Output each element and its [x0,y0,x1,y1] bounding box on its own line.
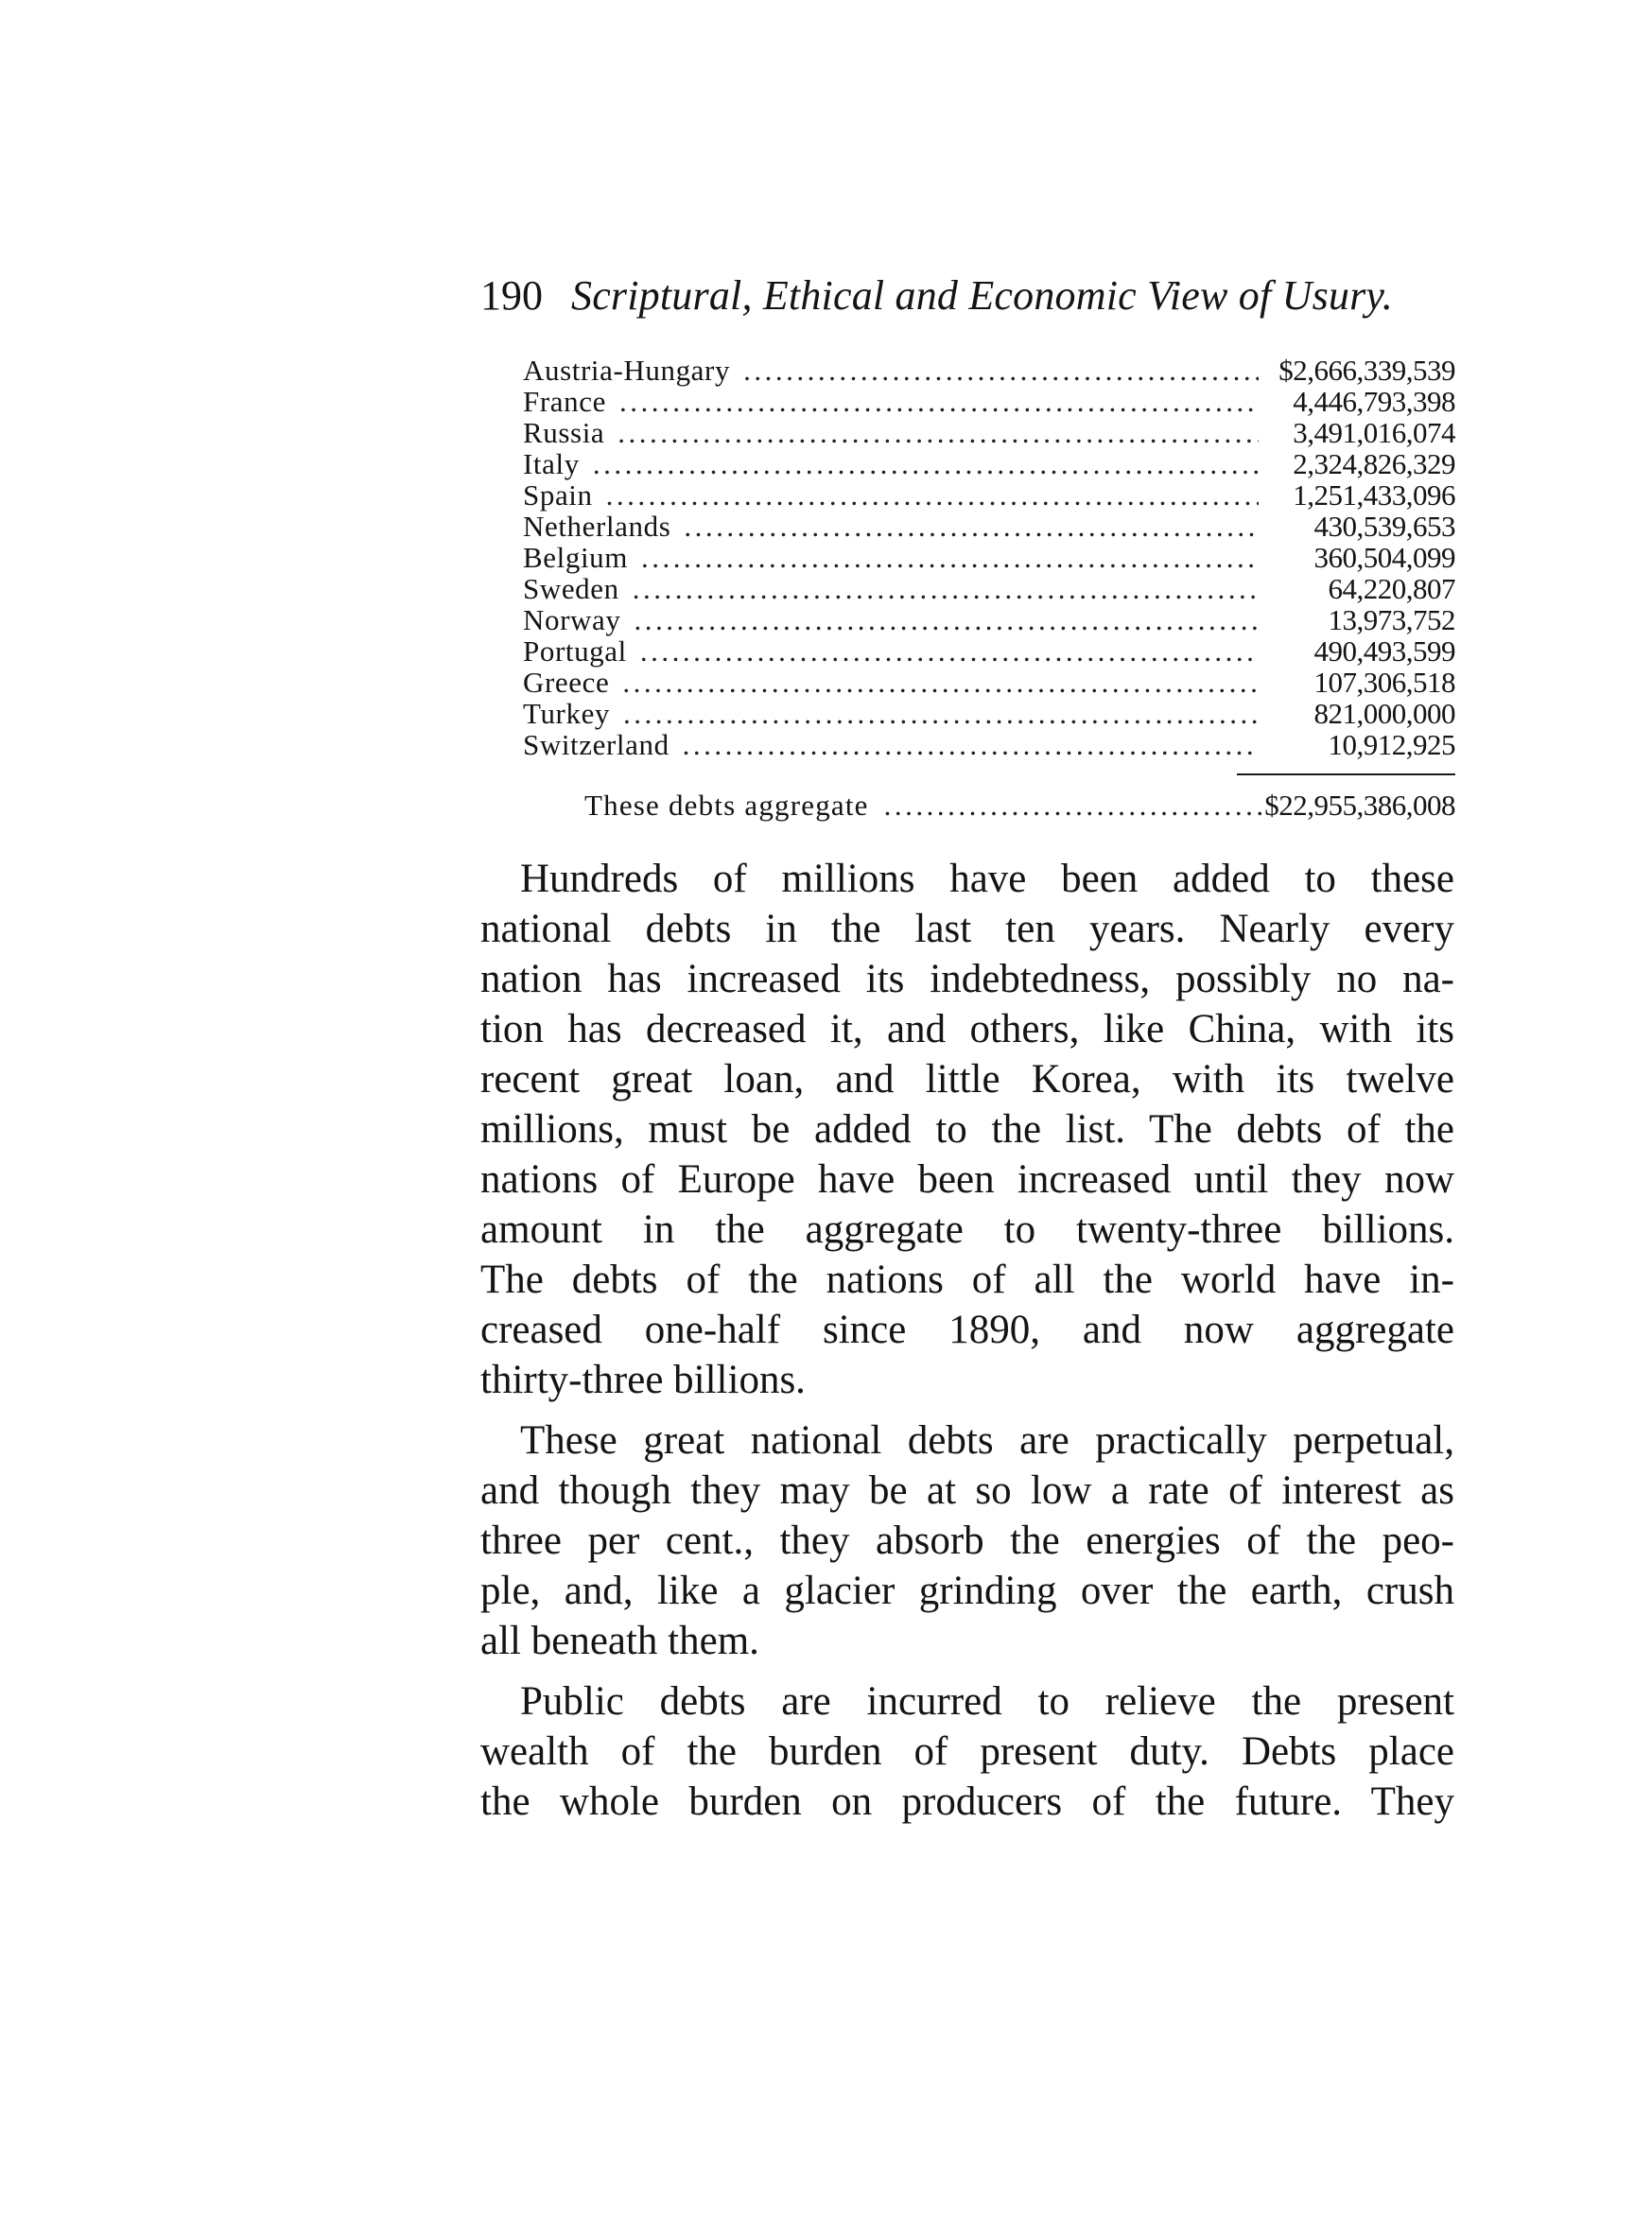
country-name: Sweden [523,572,619,605]
country-name: Turkey [523,697,611,730]
country-name: Austria-Hungary [523,354,731,387]
page-number: 190 [480,272,543,319]
dot-leader [633,573,1259,604]
paragraph [480,1415,1454,1666]
debt-amount: 490,493,599 [1313,634,1455,668]
country-name: Italy [523,447,580,480]
text-line: thirty-three billions. [480,1358,806,1402]
text-line: all beneath them. [480,1619,759,1663]
text-line: and though they may be at so low a rate of interest as [480,1468,1454,1513]
text-line: recent great loan, and little Korea, with its twelve [480,1057,1454,1102]
paragraph-gap [480,1666,1454,1676]
debt-amount: 360,504,099 [1313,541,1455,574]
dot-leader [640,635,1259,667]
text-line: Hundreds of millions have been added to these [520,857,1454,901]
dot-leader [606,479,1259,511]
text-line: wealth of the burden of present duty. Debts place [480,1729,1454,1774]
table-row [523,604,1455,635]
book-title: Scriptural, Ethical and Economic View of Usury. [571,272,1393,319]
debt-amount: $2,666,339,539 [1278,354,1455,387]
paragraph-gap [480,1405,1454,1415]
body-text [480,854,1454,1827]
debt-amount: 3,491,016,074 [1293,416,1455,449]
text-line: millions, must be added to the list. The debts of the [480,1107,1454,1152]
dot-leader [743,355,1259,386]
table-row [523,355,1455,386]
table-row [523,448,1455,479]
table-row [523,667,1455,698]
debt-amount: 430,539,653 [1313,510,1455,543]
text-line: ple, and, like a glacier grinding over the earth, crush [480,1569,1454,1613]
dot-leader [641,542,1259,573]
text-line: nation has increased its indebtedness, possibly no na- [480,957,1454,1001]
country-name: Norway [523,603,621,636]
dot-leader [884,790,1265,822]
country-name: Belgium [523,541,628,574]
country-name: Switzerland [523,728,669,761]
table-row [523,698,1455,729]
country-name: Spain [523,478,593,512]
debt-amount: 4,446,793,398 [1293,385,1455,418]
table-row [523,511,1455,542]
text-line: nations of Europe have been increased until they now [480,1157,1454,1202]
text-line: tion has decreased it, and others, like China, with its [480,1007,1454,1051]
table-row [523,729,1455,760]
dot-leader [683,729,1259,760]
total-row [584,790,1455,822]
text-line: Public debts are incurred to relieve the present [520,1679,1454,1724]
text-line: These great national debts are practically perpetual, [520,1418,1454,1463]
text-line: amount in the aggregate to twenty-three billions. [480,1207,1454,1252]
dot-leader [619,386,1259,417]
debt-amount: 10,912,925 [1328,728,1455,761]
country-name: Netherlands [523,510,671,543]
debt-amount: 107,306,518 [1313,666,1455,699]
debt-amount: 13,973,752 [1328,603,1455,636]
debt-amount: 64,220,807 [1328,572,1455,605]
debt-amount: 1,251,433,096 [1293,478,1455,512]
table-row [523,542,1455,573]
debt-amount: 821,000,000 [1313,697,1455,730]
paragraph [480,1676,1454,1827]
text-line: creased one-half since 1890, and now aggregate [480,1308,1454,1352]
dot-leader [634,604,1259,635]
text-line: national debts in the last ten years. Nearly every [480,907,1454,951]
paragraph [480,854,1454,1405]
table-row [523,635,1455,667]
national-debts-table [523,355,1455,760]
dot-leader [623,698,1259,729]
table-row [523,573,1455,604]
total-label: These debts aggregate [584,789,869,822]
debt-amount: 2,324,826,329 [1293,447,1455,480]
running-head [480,268,1454,324]
country-name: Greece [523,666,610,699]
table-row [523,479,1455,511]
text-line: The debts of the nations of all the world have in- [480,1258,1454,1302]
table-row [523,386,1455,417]
text-line: the whole burden on producers of the future. They [480,1779,1454,1824]
country-name: Portugal [523,634,627,668]
table-row [523,417,1455,448]
country-name: Russia [523,416,605,449]
country-name: France [523,385,606,418]
dot-leader [684,511,1259,542]
dot-leader [622,667,1259,698]
dot-leader [593,448,1259,479]
dot-leader [617,417,1259,448]
total-rule [1237,773,1455,775]
total-amount: $22,955,386,008 [1264,789,1455,822]
text-line: three per cent., they absorb the energies of the peo- [480,1519,1454,1563]
